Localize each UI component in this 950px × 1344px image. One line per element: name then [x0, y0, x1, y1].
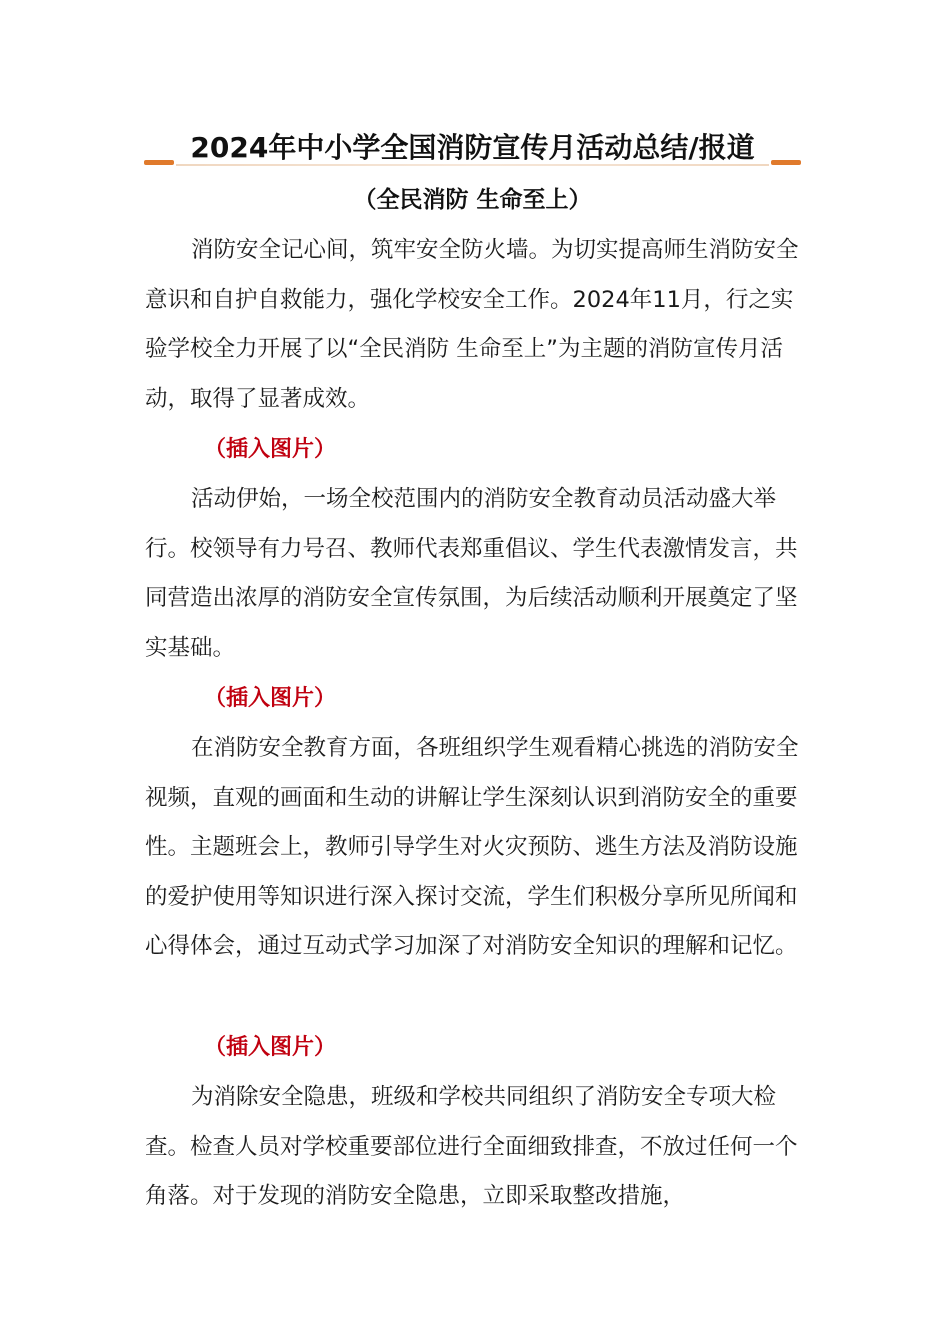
paragraph-inspection: 为消除安全隐患，班级和学校共同组织了消防安全专项大检查。检查人员对学校重要部位进行全面细致排查，不放过任何一个角落。对于发现的消防安全隐患，立即采取整改措施，: [145, 1084, 798, 1210]
document-subtitle: （全民消防 生命至上）: [353, 187, 592, 213]
paragraph-mobilization: 活动伊始，一场全校范围内的消防安全教育动员活动盛大举行。校领导有力号召、教师代表郑重倡议、学生代表激情发言，共同营造出浓厚的消防安全宣传氛围，为后续活动顺利开展奠定了坚实基础。: [145, 486, 798, 661]
image-placeholder-3: （插入图片）: [204, 1035, 337, 1060]
image-placeholder-2: （插入图片）: [204, 686, 337, 711]
image-placeholder-1: （插入图片）: [204, 437, 337, 462]
paragraph-education: 在消防安全教育方面，各班组织学生观看精心挑选的消防安全视频，直观的画面和生动的讲解让学生深刻认识到消防安全的重要性。主题班会上，教师引导学生对火灾预防、逃生方法及消防设施的爱护使用等知识进行深入探讨交流，学生们积极分享所见所闻和心得体会，通过互动式学习加深了对消防安全知识的理解和记忆。: [145, 735, 799, 960]
title-block: [140, 128, 805, 172]
paragraph-intro: 消防安全记心间，筑牢安全防火墙。为切实提高师生消防安全意识和自护自救能力，强化学校安全工作。2024年11月，行之实验学校全力开展了以“全民消防 生命至上”为主题的消防宣传月活动，取得了显著成效。: [145, 237, 799, 412]
document-title: 2024年中小学全国消防宣传月活动总结/报道: [190, 131, 755, 164]
